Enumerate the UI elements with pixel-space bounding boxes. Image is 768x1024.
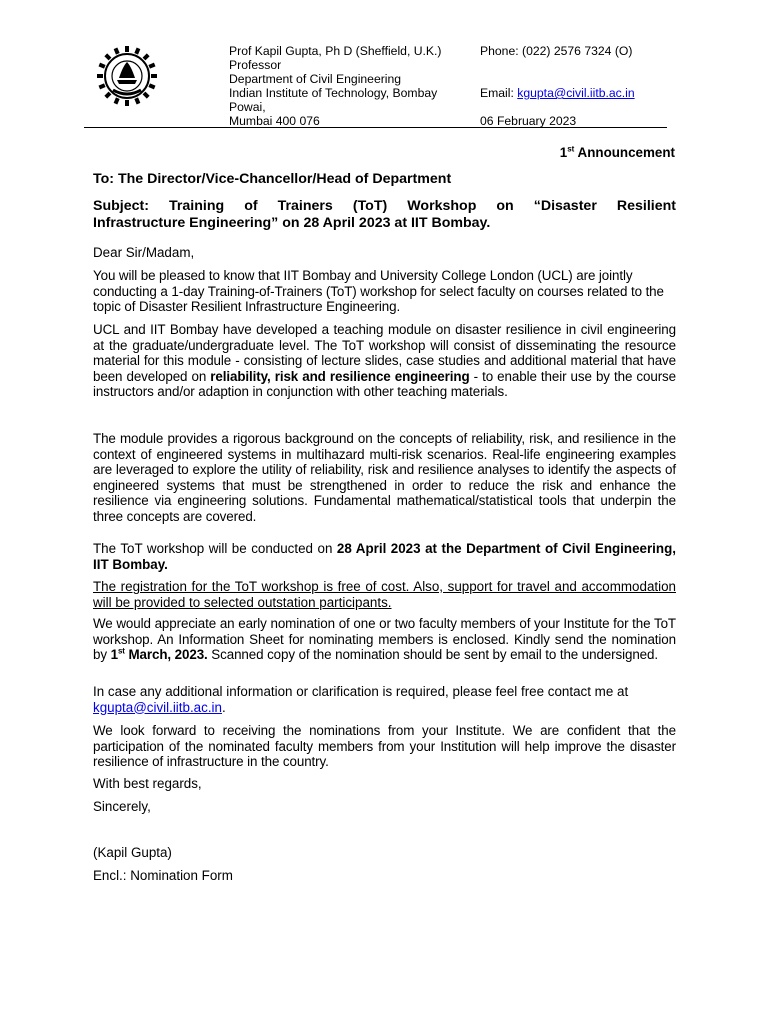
announcement <box>560 145 675 161</box>
subject-line-1: Subject: Training of Trainers (ToT) Workshop on “Disaster Resilient <box>93 198 676 214</box>
enclosure: Encl.: Nomination Form <box>93 868 233 883</box>
letterhead-date: 06 February 2023 <box>480 114 577 128</box>
deadline-suffix: st <box>117 646 125 656</box>
paragraph-7-period: . <box>221 699 226 715</box>
letterhead-email-link[interactable]: kgupta@civil.iitb.ac.in <box>517 86 635 100</box>
paragraph-7-text: In case any additional information or clarification is required, please feel free contact me at <box>93 684 629 699</box>
paragraph-2-text-a: UCL and IIT Bombay have developed a teaching module on disaster resilience in civil engineering at the graduate/undergraduate level. The ToT workshop will consist of disseminating the resource material for this module - consisting of lecture slides, case studies and additional material that have been developed on <box>93 322 676 384</box>
paragraph-1: You will be pleased to know that IIT Bombay and University College London (UCL) are jointly conducting a 1-day Training-of-Trainers (ToT) workshop for select faculty on courses related to the topic of Disaster Resilient Infrastructure Engineering. <box>93 268 664 314</box>
letterhead-name: Prof Kapil Gupta, Ph D (Sheffield, U.K.) <box>229 44 442 58</box>
letterhead-email-line <box>480 86 635 100</box>
paragraph-4-bold: 28 April 2023 at the Department of Civil Engineering, IIT Bombay. <box>93 541 676 572</box>
announcement-suffix: st <box>567 144 575 154</box>
paragraph-4 <box>93 541 676 572</box>
paragraph-6 <box>93 616 676 663</box>
paragraph-6-text-a: We would appreciate an early nomination of one or two faculty members of your Institute for the ToT workshop. An Information Sheet for nominating members is enclosed. Kindly send the nomination by <box>93 616 676 662</box>
deadline-day: 1 <box>110 647 118 662</box>
letterhead-institute: Indian Institute of Technology, Bombay <box>229 86 438 100</box>
signature-name: (Kapil Gupta) <box>93 845 172 860</box>
contact-email-link[interactable]: kgupta@civil.iitb.ac.in <box>93 699 222 715</box>
letterhead-phone: Phone: (022) 2576 7324 (O) <box>480 44 633 58</box>
closing-sincerely: Sincerely, <box>93 799 151 814</box>
letterhead-email-label: Email: <box>480 86 518 100</box>
announcement-ordinal: 1 <box>559 145 568 160</box>
subject-line-2: Infrastructure Engineering” on 28 April 2023 at IIT Bombay. <box>93 215 491 231</box>
paragraph-2 <box>93 322 676 400</box>
to-line: To: The Director/Vice-Chancellor/Head of Department <box>93 171 452 187</box>
paragraph-4-text: The ToT workshop will be conducted on <box>93 541 337 556</box>
letterhead-title: Professor <box>229 58 282 72</box>
paragraph-5: The registration for the ToT workshop is free of cost. Also, support for travel and accommodation will be provided to selected outstation participants. <box>93 579 676 610</box>
deadline-month: March, 2023. <box>124 647 208 662</box>
salutation: Dear Sir/Madam, <box>93 245 195 260</box>
paragraph-2-bold: reliability, risk and resilience engineering <box>210 368 470 384</box>
closing-regards: With best regards, <box>93 776 202 791</box>
paragraph-7 <box>93 684 676 715</box>
paragraph-6-deadline <box>111 647 208 662</box>
letterhead-locality: Powai, <box>229 100 266 114</box>
iit-bombay-logo <box>95 44 159 108</box>
subject <box>93 198 676 232</box>
paragraph-3: The module provides a rigorous background on the concepts of reliability, risk, and resilience in the context of engineered systems in multihazard multi-risk scenarios. Real-life engineering examples are leveraged to explore the utility of reliability, risk and resilience analyses to identify the aspects of engineered systems that must be strengthened in order to reduce the risk and enhance the resilience via engineering solutions. Fundamental mathematical/statistical tools that underpin the three concepts are covered. <box>93 431 676 524</box>
announcement-text: Announcement <box>574 145 675 160</box>
paragraph-2-text-b: - to enable their use by the course instructors and/or adaption in conjunction with other teaching materials. <box>93 368 676 399</box>
paragraph-8: We look forward to receiving the nominations from your Institute. We are confident that the participation of the nominated faculty members from your Institution will help improve the disaster resilience of infrastructure in the country. <box>93 723 676 769</box>
letterhead-divider <box>84 127 667 128</box>
letterhead-city: Mumbai 400 076 <box>229 114 320 128</box>
paragraph-6-text-b: Scanned copy of the nomination should be sent by email to the undersigned. <box>207 647 658 662</box>
letterhead-department: Department of Civil Engineering <box>229 72 402 86</box>
